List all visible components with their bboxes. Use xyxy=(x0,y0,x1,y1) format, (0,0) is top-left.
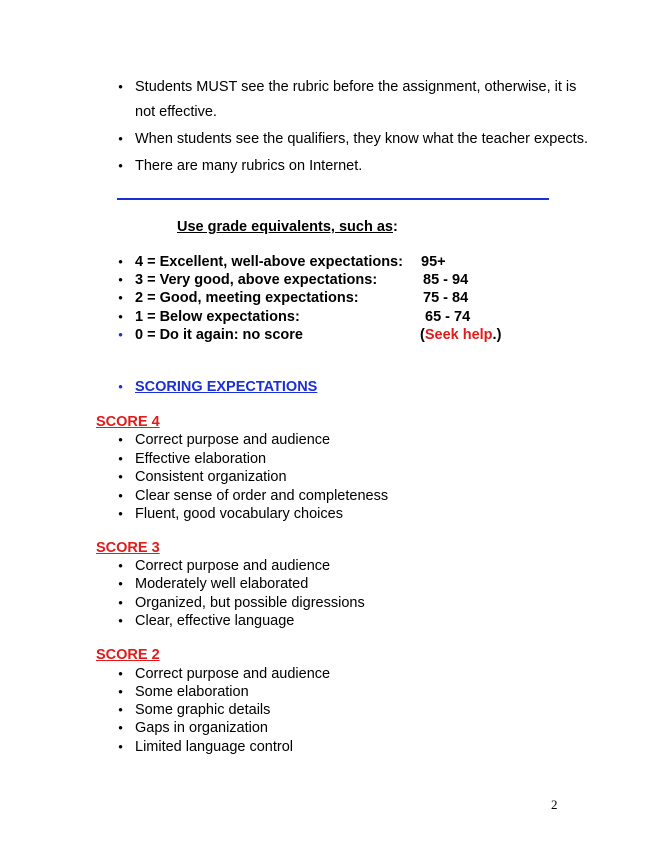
intro-bullet-2: When students see the qualifiers, they know what the teacher expects. xyxy=(135,131,588,147)
score-2-title: SCORE 2 xyxy=(96,647,160,663)
bullet-icon xyxy=(117,309,124,325)
bullet-icon xyxy=(117,576,124,592)
bullet-icon xyxy=(117,684,124,700)
scoring-expectations-heading: SCORING EXPECTATIONS xyxy=(135,379,318,395)
bullet-icon xyxy=(117,739,124,755)
grade-0-label: 0 = Do it again: no score xyxy=(135,327,303,343)
grade-heading: Use grade equivalents, such as: xyxy=(177,219,398,235)
list-item: Clear sense of order and completeness xyxy=(135,488,389,504)
intro-bullet-1-line2: not effective. xyxy=(135,104,217,120)
bullet-icon xyxy=(117,254,124,270)
bullet-icon xyxy=(117,327,124,343)
list-item: Correct purpose and audience xyxy=(135,558,331,574)
list-item: Effective elaboration xyxy=(135,451,267,467)
grade-2-range: 75 - 84 xyxy=(423,290,469,306)
grade-4-label: 4 = Excellent, well-above expectations: xyxy=(135,254,403,270)
bullet-icon xyxy=(117,158,124,174)
intro-bullet-3: There are many rubrics on Internet. xyxy=(135,158,363,174)
list-item: Correct purpose and audience xyxy=(135,432,331,448)
bullet-icon xyxy=(117,613,124,629)
list-item: Limited language control xyxy=(135,739,293,755)
bullet-icon xyxy=(117,595,124,611)
bullet-icon xyxy=(117,432,124,448)
list-item: Organized, but possible digressions xyxy=(135,595,365,611)
grade-2-label: 2 = Good, meeting expectations: xyxy=(135,290,359,306)
bullet-icon xyxy=(117,79,124,95)
list-item: Correct purpose and audience xyxy=(135,666,331,682)
list-item: Fluent, good vocabulary choices xyxy=(135,506,343,522)
list-item: Some graphic details xyxy=(135,702,271,718)
list-item: Gaps in organization xyxy=(135,720,268,736)
score-4-title: SCORE 4 xyxy=(96,414,160,430)
grade-3-range: 85 - 94 xyxy=(423,272,469,288)
bullet-icon xyxy=(117,379,124,395)
grade-4-range: 95+ xyxy=(421,254,446,270)
list-item: Clear, effective language xyxy=(135,613,295,629)
bullet-icon xyxy=(117,666,124,682)
seek-help-text: Seek help xyxy=(424,327,493,343)
score-3-title: SCORE 3 xyxy=(96,540,160,556)
bullet-icon xyxy=(117,558,124,574)
intro-bullet-1-line1: Students MUST see the rubric before the assignment, otherwise, it is xyxy=(135,79,577,95)
list-item: Moderately well elaborated xyxy=(135,576,309,592)
bullet-icon xyxy=(117,290,124,306)
bullet-icon xyxy=(117,488,124,504)
grade-1-label: 1 = Below expectations: xyxy=(135,309,300,325)
bullet-icon xyxy=(117,720,124,736)
bullet-icon xyxy=(117,131,124,147)
bullet-icon xyxy=(117,702,124,718)
bullet-icon xyxy=(117,469,124,485)
list-item: Consistent organization xyxy=(135,469,287,485)
grade-0-range: (Seek help.) xyxy=(420,327,502,343)
blue-divider xyxy=(117,198,549,200)
grade-1-range: 65 - 74 xyxy=(425,309,471,325)
grade-3-label: 3 = Very good, above expectations: xyxy=(135,272,378,288)
bullet-icon xyxy=(117,506,124,522)
list-item: Some elaboration xyxy=(135,684,249,700)
bullet-icon xyxy=(117,272,124,288)
page-number: 2 xyxy=(551,797,558,812)
bullet-icon xyxy=(117,451,124,467)
